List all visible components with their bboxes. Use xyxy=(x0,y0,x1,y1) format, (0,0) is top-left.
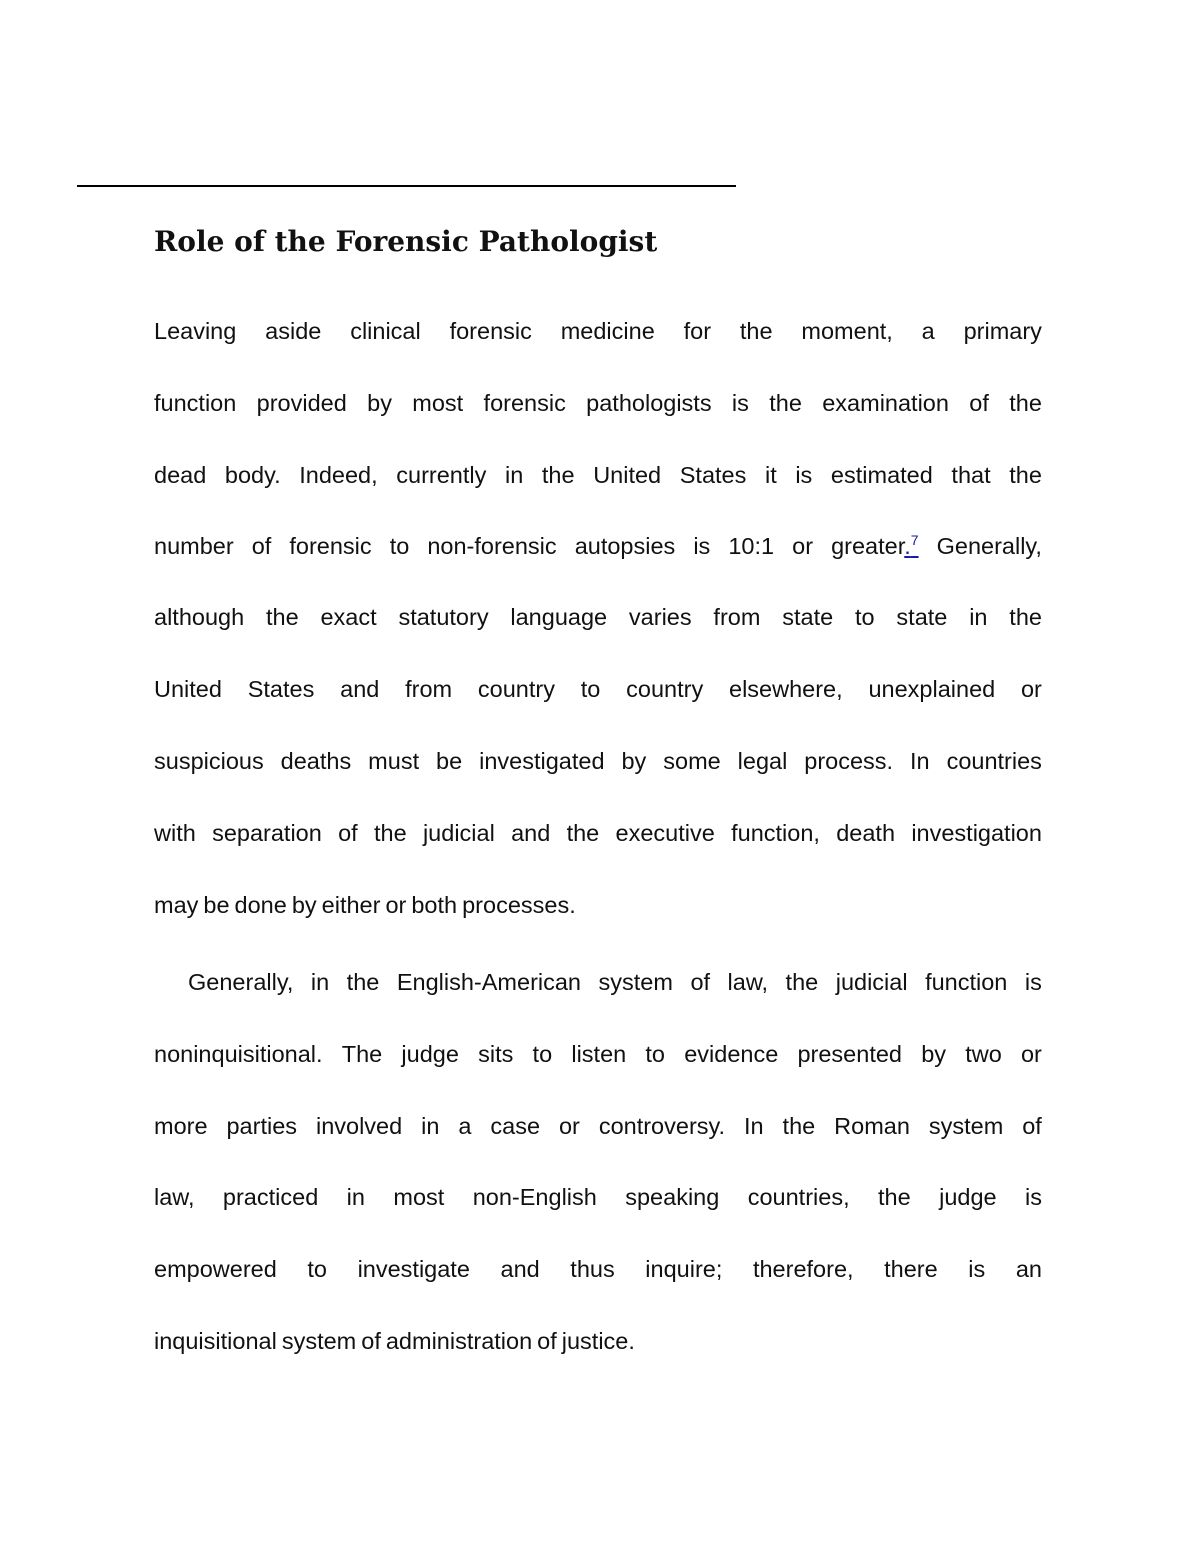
text-line xyxy=(154,1106,1042,1146)
word: and xyxy=(511,820,551,846)
word: there xyxy=(884,1256,938,1282)
word: process. xyxy=(804,748,894,774)
word: justice. xyxy=(561,1328,635,1354)
word: some xyxy=(663,748,721,774)
word: elsewhere, xyxy=(729,676,843,702)
word: exact xyxy=(320,604,377,630)
word: non-English xyxy=(472,1184,597,1210)
word: evidence xyxy=(684,1041,779,1067)
word: from xyxy=(405,676,453,702)
word: a xyxy=(921,318,935,344)
text-line xyxy=(154,455,1042,495)
word: administration xyxy=(385,1328,533,1354)
word: and xyxy=(340,676,380,702)
word: in xyxy=(310,969,330,995)
word: the xyxy=(374,820,407,846)
word: countries xyxy=(946,748,1042,774)
word: the xyxy=(785,969,819,995)
word: to xyxy=(307,1256,327,1282)
word: judicial xyxy=(422,820,495,846)
word: listen xyxy=(571,1041,627,1067)
word: controversy. xyxy=(598,1113,726,1139)
word: Leaving xyxy=(154,318,237,344)
word: the xyxy=(566,820,600,846)
word: suspicious xyxy=(154,748,264,774)
word: moment, xyxy=(801,318,893,344)
word: investigation xyxy=(911,820,1042,846)
word: by xyxy=(367,390,392,416)
word: system xyxy=(281,1328,357,1354)
word: state xyxy=(896,604,948,630)
word: more xyxy=(154,1113,208,1139)
word: 10:1 xyxy=(728,533,775,559)
word: to xyxy=(645,1041,666,1067)
word: an xyxy=(1015,1256,1042,1282)
word: country xyxy=(626,676,704,702)
word: parties xyxy=(226,1113,298,1139)
word: In xyxy=(744,1113,764,1139)
word: medicine xyxy=(560,318,655,344)
word: non-forensic xyxy=(427,533,557,559)
word: Generally, xyxy=(936,533,1042,559)
word: is xyxy=(1025,1184,1042,1210)
word: for xyxy=(683,318,712,344)
word: of xyxy=(361,1328,381,1354)
word: is xyxy=(795,462,813,488)
word: the xyxy=(878,1184,911,1210)
word: function xyxy=(154,390,237,416)
word: is xyxy=(968,1256,986,1282)
word: the xyxy=(1009,604,1042,630)
word: to xyxy=(532,1041,553,1067)
word: sits xyxy=(478,1041,514,1067)
top-divider xyxy=(77,185,736,187)
word: or xyxy=(1020,676,1042,702)
word: the xyxy=(1009,390,1042,416)
word: forensic xyxy=(483,390,566,416)
word: in xyxy=(969,604,988,630)
word: In xyxy=(910,748,930,774)
word: is xyxy=(1024,969,1042,995)
word: varies xyxy=(628,604,692,630)
text-line xyxy=(154,383,1042,423)
word: therefore, xyxy=(752,1256,854,1282)
word: either xyxy=(321,892,381,918)
word: with xyxy=(154,820,196,846)
word: United xyxy=(593,462,662,488)
word: state xyxy=(782,604,834,630)
word: of xyxy=(338,820,358,846)
word: function xyxy=(925,969,1008,995)
word: by xyxy=(921,1041,947,1067)
word: the xyxy=(541,462,575,488)
word: to xyxy=(580,676,601,702)
word: most xyxy=(412,390,464,416)
word: investigated xyxy=(479,748,605,774)
word: or xyxy=(385,892,407,918)
word: it xyxy=(764,462,777,488)
word: that xyxy=(951,462,991,488)
word: or xyxy=(792,533,814,559)
text-line-with-footnote xyxy=(154,526,1042,566)
word: empowered xyxy=(154,1256,277,1282)
word: in xyxy=(421,1113,440,1139)
word: two xyxy=(965,1041,1002,1067)
word: currently xyxy=(396,462,487,488)
text-line xyxy=(154,597,1042,637)
word: involved xyxy=(315,1113,403,1139)
word: unexplained xyxy=(868,676,996,702)
word: by xyxy=(291,892,317,918)
word: Generally, xyxy=(188,969,294,995)
word: United xyxy=(154,676,222,702)
word: deaths xyxy=(280,748,352,774)
footnote-link[interactable]: .$^7$ xyxy=(904,532,919,559)
word: country xyxy=(477,676,555,702)
word: be xyxy=(203,892,230,918)
word: greater.$^7$ xyxy=(831,532,919,559)
word: provided xyxy=(256,390,347,416)
text-line xyxy=(154,1321,1042,1361)
word: law, xyxy=(727,969,769,995)
word: processes. xyxy=(462,892,576,918)
word: countries, xyxy=(747,1184,850,1210)
text-line xyxy=(154,1034,1042,1074)
word: aside xyxy=(265,318,322,344)
word: forensic xyxy=(289,533,372,559)
footnote-number[interactable]: 7 xyxy=(910,532,919,549)
word: judicial xyxy=(835,969,908,995)
word: inquire; xyxy=(645,1256,723,1282)
word: executive xyxy=(615,820,715,846)
word: although xyxy=(154,604,245,630)
word: noninquisitional. xyxy=(154,1041,323,1067)
word: the xyxy=(1009,462,1042,488)
word: most xyxy=(393,1184,445,1210)
word: States xyxy=(247,676,315,702)
word: separation xyxy=(212,820,322,846)
word: death xyxy=(836,820,896,846)
word: done xyxy=(234,892,287,918)
word: a xyxy=(458,1113,472,1139)
word: presented xyxy=(797,1041,902,1067)
word: to xyxy=(389,533,410,559)
word: primary xyxy=(963,318,1042,344)
word: in xyxy=(346,1184,365,1210)
word: inquisitional xyxy=(154,1328,277,1354)
word: or xyxy=(1020,1041,1042,1067)
word: the xyxy=(739,318,773,344)
word: thus xyxy=(570,1256,615,1282)
word: system xyxy=(928,1113,1004,1139)
word: statutory xyxy=(398,604,489,630)
word: legal xyxy=(737,748,788,774)
word: investigate xyxy=(357,1256,470,1282)
word: of xyxy=(537,1328,557,1354)
word: in xyxy=(505,462,524,488)
word: system xyxy=(598,969,673,995)
word: must xyxy=(368,748,420,774)
word: is xyxy=(731,390,749,416)
word: the xyxy=(265,604,299,630)
word: language xyxy=(510,604,608,630)
word: speaking xyxy=(625,1184,720,1210)
word: function, xyxy=(731,820,820,846)
word: practiced xyxy=(222,1184,319,1210)
word: judge xyxy=(401,1041,459,1067)
text-line xyxy=(188,962,1042,1002)
word: English-American xyxy=(396,969,581,995)
word: dead xyxy=(154,462,207,488)
word: The xyxy=(341,1041,383,1067)
word: Roman xyxy=(834,1113,910,1139)
word: law, xyxy=(154,1184,195,1210)
word: the xyxy=(769,390,802,416)
text-line xyxy=(154,669,1042,709)
word: examination xyxy=(822,390,949,416)
word: case xyxy=(490,1113,541,1139)
word: be xyxy=(436,748,463,774)
word: forensic xyxy=(449,318,532,344)
word: autopsies xyxy=(574,533,676,559)
word: the xyxy=(782,1113,816,1139)
text-line xyxy=(154,311,1042,351)
text-line xyxy=(154,1249,1042,1289)
word: body. xyxy=(224,462,281,488)
word: of xyxy=(1022,1113,1042,1139)
section-heading: Role of the Forensic Pathologist xyxy=(154,225,658,258)
word: is xyxy=(693,533,711,559)
word: may xyxy=(154,892,199,918)
word: pathologists xyxy=(586,390,712,416)
text-line xyxy=(154,1177,1042,1217)
word: number xyxy=(154,533,234,559)
word: to xyxy=(855,604,875,630)
text-line xyxy=(154,813,1042,853)
word: judge xyxy=(939,1184,997,1210)
word: Indeed, xyxy=(299,462,378,488)
word: of xyxy=(690,969,711,995)
word: States xyxy=(679,462,747,488)
word: clinical xyxy=(350,318,421,344)
word: from xyxy=(713,604,761,630)
word: both xyxy=(411,892,458,918)
word: of xyxy=(251,533,272,559)
word: of xyxy=(969,390,989,416)
text-line xyxy=(154,885,1042,925)
word: by xyxy=(621,748,647,774)
text-line xyxy=(154,741,1042,781)
word: or xyxy=(558,1113,580,1139)
word: the xyxy=(346,969,380,995)
word: estimated xyxy=(830,462,933,488)
word: and xyxy=(500,1256,540,1282)
